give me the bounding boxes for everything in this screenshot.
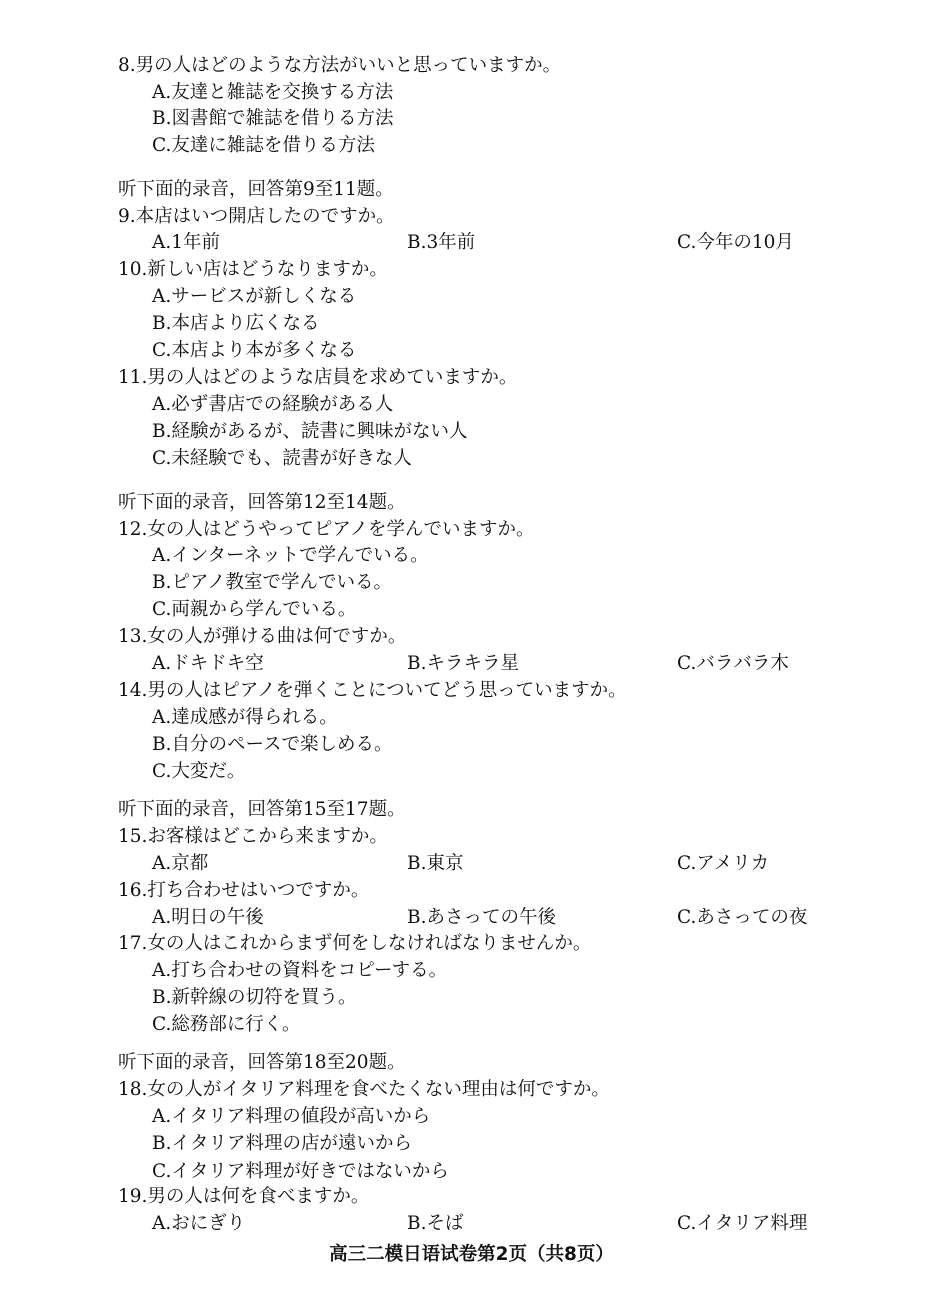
question-13-stem: 13.女の人が弾ける曲は何ですか。 [118, 626, 407, 647]
question-15-option-c: C.アメリカ [677, 853, 770, 874]
question-18-option-b: B.イタリア料理の店が遠いから [152, 1133, 412, 1154]
question-15-option-b: B.東京 [407, 853, 464, 874]
question-14-option-b: B.自分のペースで楽しめる。 [152, 734, 393, 755]
question-11-option-a: A.必ず書店での経験がある人 [152, 394, 394, 415]
question-12-option-a: A.インターネットで学んでいる。 [152, 545, 429, 566]
question-19-option-c: C.イタリア料理 [677, 1213, 808, 1234]
question-11-stem: 11.男の人はどのような店員を求めていますか。 [118, 367, 518, 388]
question-14-option-a: A.達成感が得られる。 [152, 707, 338, 728]
question-19-option-a: A.おにぎり [152, 1213, 246, 1234]
question-13-option-b: B.キラキラ星 [407, 653, 519, 674]
question-18-option-a: A.イタリア料理の値段が高いから [152, 1106, 431, 1127]
question-8-stem: 8.男の人はどのような方法がいいと思っていますか。 [118, 55, 562, 76]
question-16-option-a: A.明日の午後 [152, 907, 264, 928]
question-18-option-c: C.イタリア料理が好きではないから [152, 1161, 449, 1182]
question-11-option-b: B.経験があるが、読書に興味がない人 [152, 421, 468, 442]
question-9-option-c: C.今年の10月 [677, 232, 794, 253]
question-15-option-a: A.京都 [152, 853, 209, 874]
question-17-option-a: A.打ち合わせの資料をコピーする。 [152, 960, 448, 981]
question-9-stem: 9.本店はいつ開店したのですか。 [118, 206, 395, 227]
section-15-17-instruction: 听下面的录音，回答第15至17题。 [118, 799, 406, 820]
question-9-option-a: A.1年前 [152, 232, 221, 253]
question-10-option-b: B.本店より広くなる [152, 313, 320, 334]
page-footer: 高三二模日语试卷第2页（共8页） [329, 1244, 614, 1265]
question-12-option-c: C.両親から学んでいる。 [152, 599, 357, 620]
question-15-stem: 15.お客様はどこから来ますか。 [118, 826, 388, 847]
question-10-option-c: C.本店より本が多くなる [152, 340, 357, 361]
question-18-stem: 18.女の人がイタリア料理を食べたくない理由は何ですか。 [118, 1079, 610, 1100]
question-12-stem: 12.女の人はどうやってピアノを学んでいますか。 [118, 519, 535, 540]
question-8-option-a: A.友達と雑誌を交換する方法 [152, 82, 394, 103]
question-11-option-c: C.未経験でも、読書が好きな人 [152, 448, 412, 469]
question-9-option-b: B.3年前 [407, 232, 476, 253]
question-16-stem: 16.打ち合わせはいつですか。 [118, 880, 370, 901]
question-16-option-b: B.あさっての午後 [407, 907, 556, 928]
question-14-option-c: C.大変だ。 [152, 761, 246, 782]
question-17-option-b: B.新幹線の切符を買う。 [152, 987, 357, 1008]
question-13-option-a: A.ドキドキ空 [152, 653, 264, 674]
question-17-stem: 17.女の人はこれからまず何をしなければなりませんか。 [118, 933, 592, 954]
question-19-stem: 19.男の人は何を食べますか。 [118, 1186, 370, 1207]
question-13-option-c: C.バラバラ木 [677, 653, 789, 674]
question-10-option-a: A.サービスが新しくなる [152, 286, 357, 307]
question-8-option-b: B.図書館で雑誌を借りる方法 [152, 108, 394, 129]
question-10-stem: 10.新しい店はどうなりますか。 [118, 259, 388, 280]
question-14-stem: 14.男の人はピアノを弾くことについてどう思っていますか。 [118, 680, 627, 701]
section-18-20-instruction: 听下面的录音，回答第18至20题。 [118, 1052, 406, 1073]
question-16-option-c: C.あさっての夜 [677, 907, 808, 928]
section-12-14-instruction: 听下面的录音，回答第12至14题。 [118, 492, 406, 513]
question-12-option-b: B.ピアノ教室で学んでいる。 [152, 572, 392, 593]
section-9-11-instruction: 听下面的录音，回答第9至11题。 [118, 179, 394, 200]
question-19-option-b: B.そば [407, 1213, 464, 1234]
question-17-option-c: C.総務部に行く。 [152, 1014, 301, 1035]
question-8-option-c: C.友達に雑誌を借りる方法 [152, 135, 375, 156]
